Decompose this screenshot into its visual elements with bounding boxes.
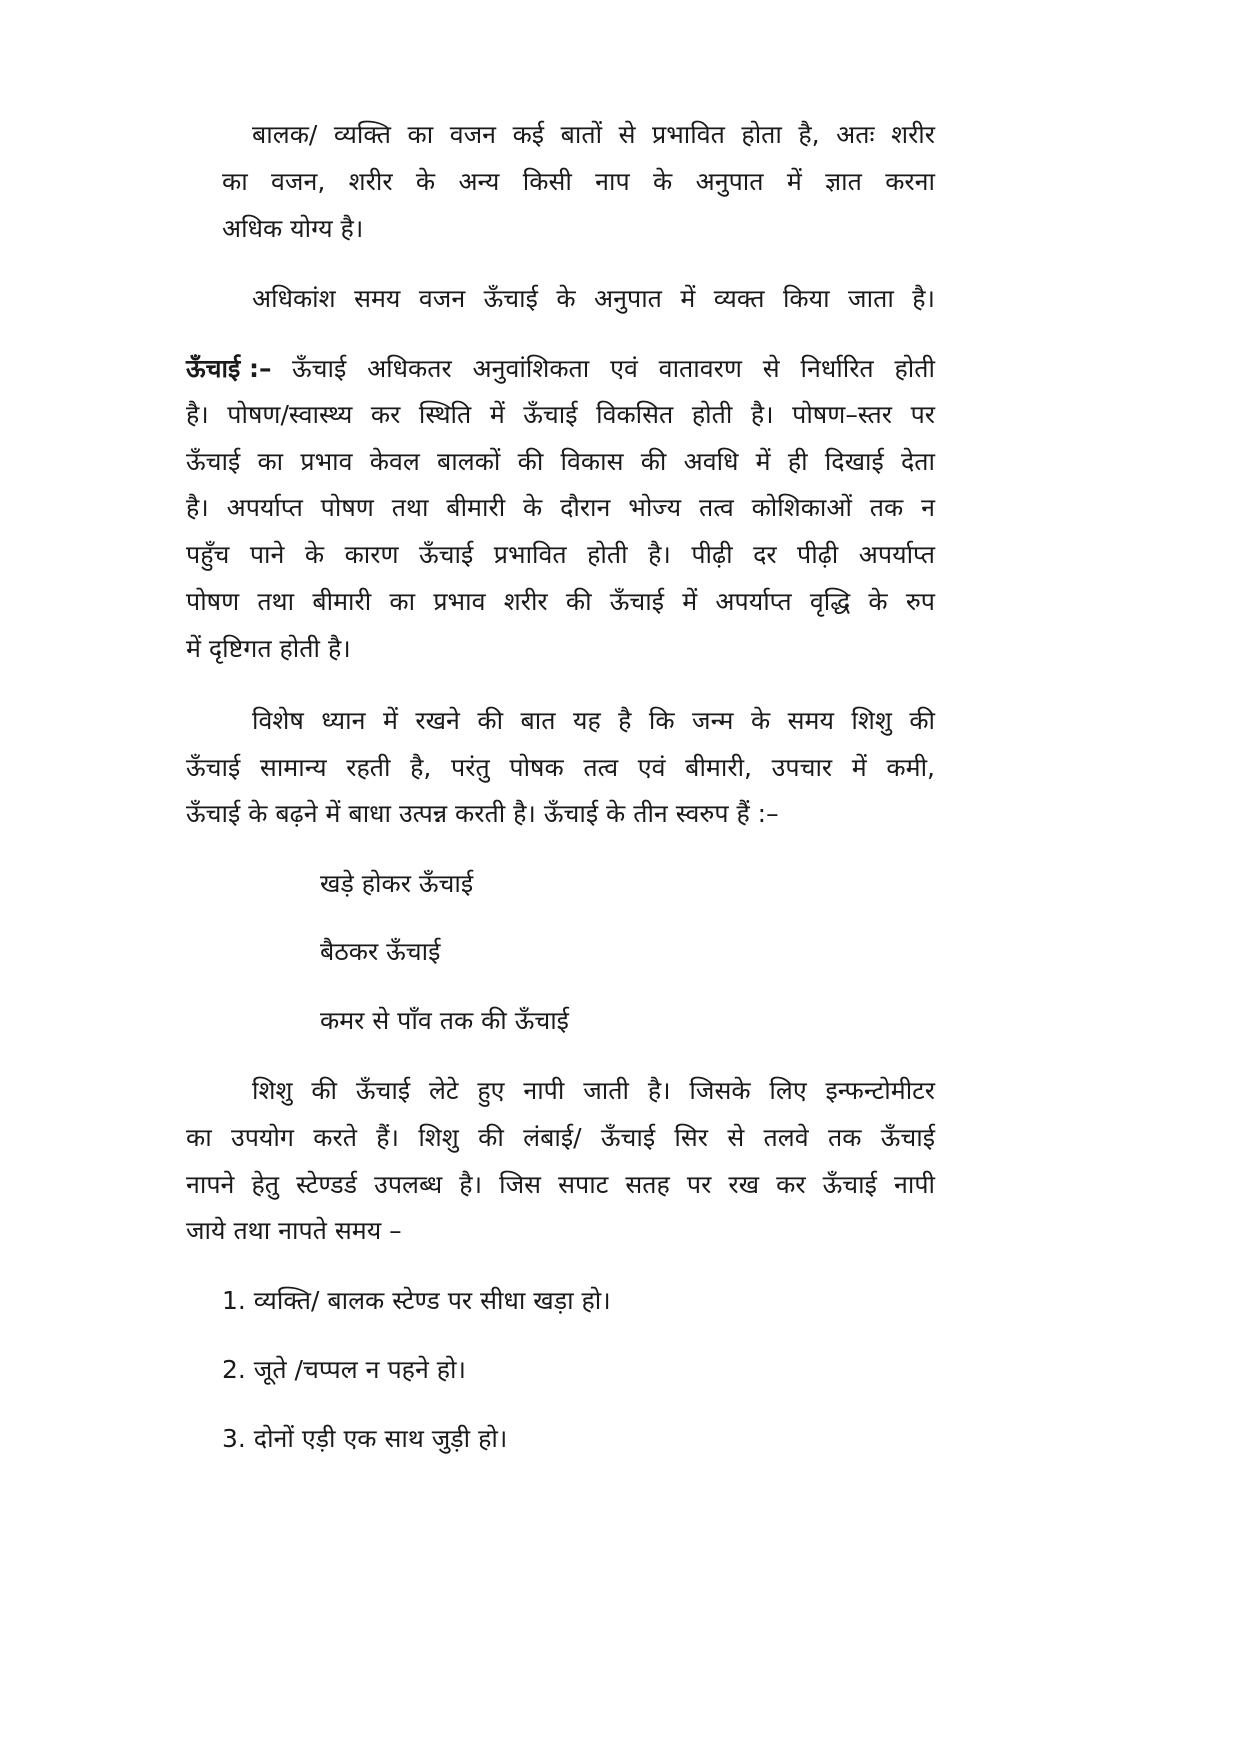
paragraph-5-line-2: का उपयोग करते हैं। शिशु की लंबाई/ ऊँचाई सिर से तलवे तक ऊँचाई: [186, 1123, 935, 1152]
paragraph-1-line-3: अधिक योग्य है।: [222, 214, 364, 243]
paragraph-4-line-2: ऊँचाई सामान्य रहती है, परंतु पोषक तत्व एवं बीमारी, उपचार में कमी,: [186, 753, 935, 782]
paragraph-4-line-3: ऊँचाई के बढ़ने में बाधा उत्पन्न करती है। ऊँचाई के तीन स्वरुप हैं :–: [186, 799, 779, 828]
paragraph-1-line-2: का वजन, शरीर के अन्य किसी नाप के अनुपात में ज्ञात करना: [222, 167, 935, 196]
paragraph-3-line-3: ऊँचाई का प्रभाव केवल बालकों की विकास की अवधि में ही दिखाई देता: [186, 447, 935, 476]
paragraph-3-line-2: है। पोषण/स्वास्थ्य कर स्थिति में ऊँचाई विकसित होती है। पोषण–स्तर पर: [186, 400, 935, 429]
paragraph-4-line-1: विशेष ध्यान में रखने की बात यह है कि जन्म के समय शिशु की: [252, 706, 935, 735]
height-heading: ऊँचाई :–: [186, 354, 272, 383]
numbered-list-item-1: 1. व्यक्ति/ बालक स्टेण्ड पर सीधा खड़ा हो।: [222, 1286, 611, 1315]
paragraph-5-line-3: नापने हेतु स्टेण्डर्ड उपलब्ध है। जिस सपाट सतह पर रख कर ऊँचाई नापी: [186, 1170, 935, 1199]
height-type-standing: खड़े होकर ऊँचाई: [320, 869, 474, 898]
height-type-waist-to-foot: कमर से पाँव तक की ऊँचाई: [320, 1006, 569, 1035]
paragraph-3-line-7: में दृष्टिगत होती है।: [186, 634, 351, 663]
paragraph-2: अधिकांश समय वजन ऊँचाई के अनुपात में व्यक्त किया जाता है।: [252, 284, 935, 313]
paragraph-3-line-1: ऊँचाई अधिकतर अनुवांशिकता एवं वातावरण से निर्धारित होती: [292, 354, 935, 383]
paragraph-5-line-1: शिशु की ऊँचाई लेटे हुए नापी जाती है। जिसके लिए इन्फन्टोमीटर: [252, 1076, 935, 1105]
paragraph-3-line-5: पहुँच पाने के कारण ऊँचाई प्रभावित होती है। पीढ़ी दर पीढ़ी अपर्याप्त: [186, 540, 935, 569]
paragraph-1-line-1: बालक/ व्यक्ति का वजन कई बातों से प्रभावित होता है, अतः शरीर: [252, 120, 935, 149]
numbered-list-item-3: 3. दोनों एड़ी एक साथ जुड़ी हो।: [222, 1424, 508, 1453]
paragraph-3-line-4: है। अपर्याप्त पोषण तथा बीमारी के दौरान भोज्य तत्व कोशिकाओं तक न: [186, 493, 935, 522]
numbered-list-item-2: 2. जूते /चप्पल न पहने हो।: [222, 1355, 466, 1384]
paragraph-3-line-6: पोषण तथा बीमारी का प्रभाव शरीर की ऊँचाई में अपर्याप्त वृद्धि के रुप: [186, 587, 935, 616]
paragraph-5-line-4: जाये तथा नापते समय –: [186, 1216, 402, 1245]
height-type-sitting: बैठकर ऊँचाई: [320, 937, 441, 966]
